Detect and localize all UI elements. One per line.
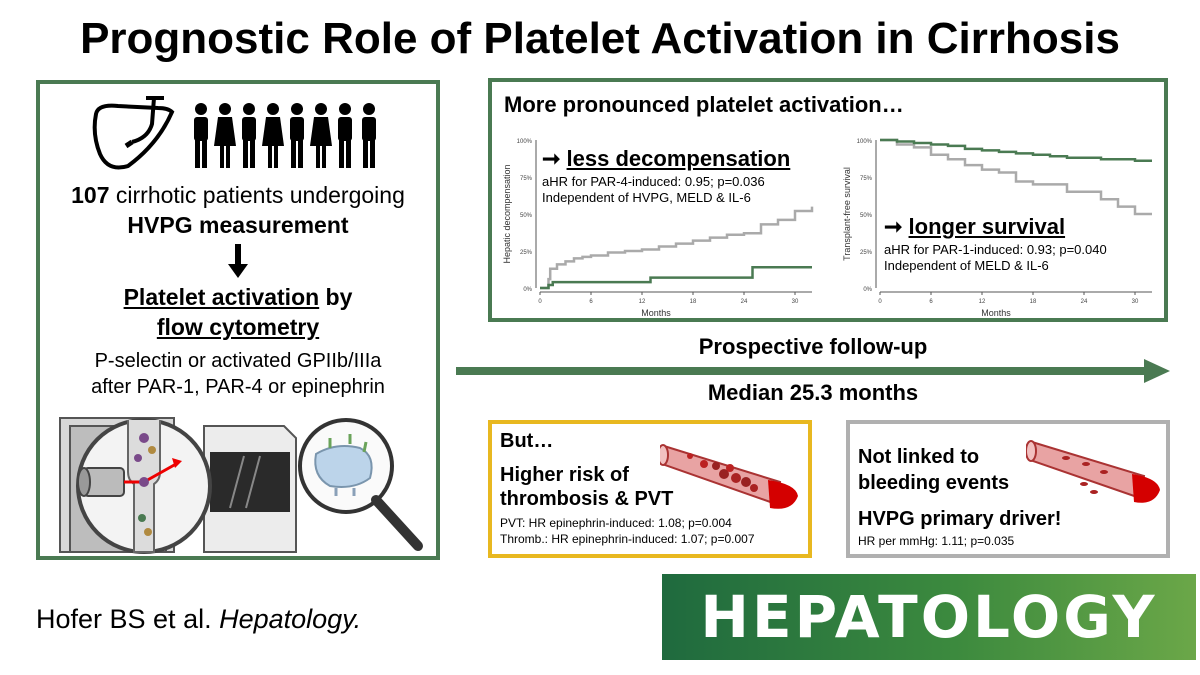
chart2-headline-line xyxy=(884,214,1065,240)
x-axis-label: Months xyxy=(641,308,671,318)
liver-icon xyxy=(88,94,188,174)
by-text: by xyxy=(319,284,353,310)
y-tick-label: 25% xyxy=(519,250,532,256)
bleeding-line1: Not linked to xyxy=(858,446,980,468)
x-tick-label: 18 xyxy=(1029,299,1037,305)
right-arrow-icon: ➞ xyxy=(884,214,909,239)
but-text: But… xyxy=(500,430,554,452)
study-design-panel xyxy=(36,80,440,560)
flow-cytometry-label: flow cytometry xyxy=(156,314,320,340)
y-tick-label: 50% xyxy=(519,213,532,219)
x-tick-label: 30 xyxy=(1131,299,1139,305)
hvpg-text: HVPG measurement xyxy=(127,212,349,238)
x-tick-label: 0 xyxy=(878,299,882,305)
bleeding-panel xyxy=(846,420,1170,558)
chart1-headline-line xyxy=(542,146,790,172)
flow-cytometry-text xyxy=(40,314,436,341)
y-tick-label: 75% xyxy=(519,176,532,182)
x-tick-label: 0 xyxy=(538,299,542,305)
cohort-text: cirrhotic patients undergoing xyxy=(109,182,405,208)
series-line-higher-activation xyxy=(540,267,812,288)
series-line-lower-activation xyxy=(540,207,812,288)
x-tick-label: 6 xyxy=(589,299,593,305)
x-tick-label: 12 xyxy=(978,299,986,305)
x-tick-label: 12 xyxy=(638,299,646,305)
y-axis-label: Transplant-free survival xyxy=(842,167,852,261)
y-tick-label: 100% xyxy=(516,139,532,145)
platelet-activation-line xyxy=(40,284,436,311)
citation-authors: Hofer BS et al. xyxy=(36,604,220,634)
down-arrow-icon xyxy=(226,244,250,280)
x-tick-label: 24 xyxy=(740,299,748,305)
chart2-stat: aHR for PAR-1-induced: 0.93; p=0.040 xyxy=(884,242,1107,257)
citation xyxy=(36,604,361,635)
blood-vessel-clot-icon xyxy=(660,430,806,516)
citation-journal: Hepatology. xyxy=(219,604,362,634)
cohort-line xyxy=(40,182,436,209)
thromb-stat: Thromb.: HR epinephrin-induced: 1.07; p=0.007 xyxy=(500,532,755,546)
y-tick-label: 0% xyxy=(863,287,872,293)
y-tick-label: 75% xyxy=(859,176,872,182)
flow-cytometer-illustration xyxy=(54,408,444,556)
followup-median: Median 25.3 months xyxy=(707,380,919,405)
y-tick-label: 100% xyxy=(856,139,872,145)
outcomes-panel xyxy=(488,78,1168,322)
x-tick-label: 24 xyxy=(1080,299,1088,305)
x-tick-label: 18 xyxy=(689,299,697,305)
chart2-independence: Independent of MELD & IL-6 xyxy=(884,258,1049,273)
blood-vessel-icon xyxy=(1026,428,1166,508)
followup-label: Prospective follow-up xyxy=(698,334,928,359)
patient-count: 107 xyxy=(71,182,110,208)
chart1-headline: less decompensation xyxy=(566,146,791,171)
platelet-activation-text: Platelet activation xyxy=(123,284,320,310)
right-arrow-icon: ➞ xyxy=(542,146,567,171)
series-line-higher-activation xyxy=(880,140,1152,161)
chart2-headline: longer survival xyxy=(908,214,1066,239)
hvpg-stat: HR per mmHg: 1.11; p=0.035 xyxy=(858,534,1015,548)
x-tick-label: 30 xyxy=(791,299,799,305)
bleeding-line2: bleeding events xyxy=(858,472,1010,494)
method-desc-line1: P-selectin or activated GPIIb/IIIa xyxy=(94,350,382,372)
hepatology-logo: HEPATOLOGY xyxy=(662,574,1196,660)
page-title: Prognostic Role of Platelet Activation in Cirrhosis xyxy=(80,14,1120,63)
method-desc-line2: after PAR-1, PAR-4 or epinephrin xyxy=(91,376,385,398)
y-tick-label: 50% xyxy=(859,213,872,219)
thrombosis-line2: thrombosis & PVT xyxy=(500,488,674,510)
y-axis-label: Hepatic decompensation xyxy=(502,164,512,264)
outcomes-heading: More pronounced platelet activation… xyxy=(504,92,904,117)
pvt-stat: PVT: HR epinephrin-induced: 1.08; p=0.004 xyxy=(500,516,732,530)
x-tick-label: 6 xyxy=(929,299,933,305)
chart1-independence: Independent of HVPG, MELD & IL-6 xyxy=(542,190,751,205)
x-axis-label: Months xyxy=(981,308,1011,318)
patients-icon xyxy=(190,102,390,172)
y-tick-label: 0% xyxy=(523,287,532,293)
hvpg-driver: HVPG primary driver! xyxy=(858,508,1062,530)
thrombosis-panel xyxy=(488,420,812,558)
chart1-stat: aHR for PAR-4-induced: 0.95; p=0.036 xyxy=(542,174,765,189)
y-tick-label: 25% xyxy=(859,250,872,256)
thrombosis-line1: Higher risk of xyxy=(500,464,629,486)
